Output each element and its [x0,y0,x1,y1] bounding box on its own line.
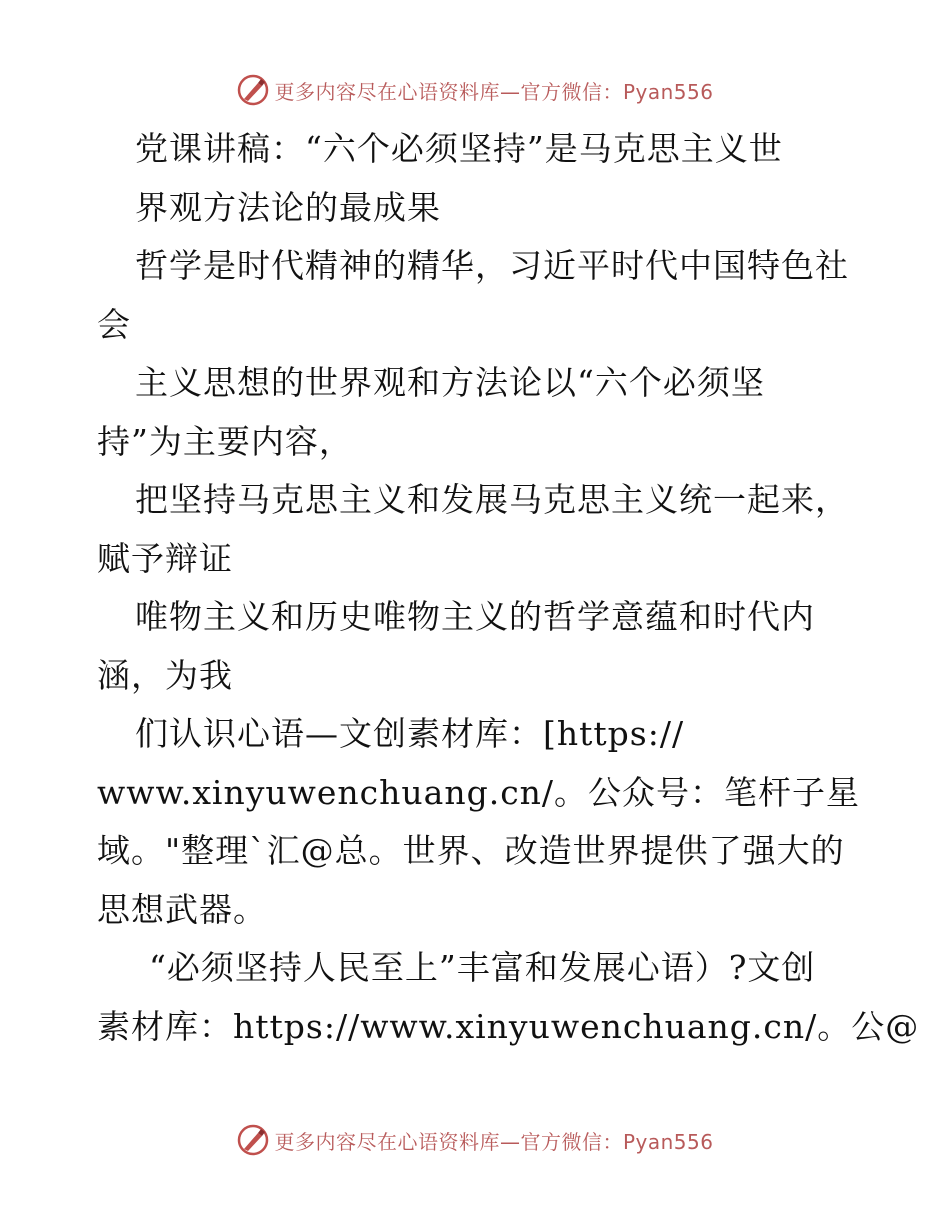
document-body [97,120,920,1056]
text-line: 思想武器。 [97,889,267,929]
text-line: 主义思想的世界观和方法论以“六个必须坚 [135,363,765,402]
pen-logo-icon [236,1123,270,1157]
text-line: www.xinyuwenchuang.cn/。公众号：笔杆子星 [97,772,861,812]
header-watermark-text: 更多内容尽在心语资料库—官方微信：Pyan556 [274,79,714,104]
text-line: 界观方法论的最成果 [135,187,441,227]
footer-watermark-banner [0,1120,950,1160]
text-line: 把坚持马克思主义和发展马克思主义统一起来， [135,480,849,519]
text-line: “必须坚持人民至上”丰富和发展心语）?文创 [149,948,816,987]
header-watermark-banner [0,70,950,110]
text-line: 域。"整理`汇@总。世界、改造世界提供了强大的 [97,831,845,870]
text-line: 涵，为我 [97,655,233,695]
text-line: 素材库：https://www.xinyuwenchuang.cn/。公@ [97,1006,920,1046]
text-line: 赋予辩证 [97,538,233,578]
footer-watermark-text: 更多内容尽在心语资料库—官方微信：Pyan556 [274,1129,714,1154]
text-line: 哲学是时代精神的精华，习近平时代中国特色社 [135,246,849,285]
pen-logo-icon [236,73,270,107]
text-line: 唯物主义和历史唯物主义的哲学意蕴和时代内 [135,597,815,636]
text-line: 持”为主要内容， [97,421,353,461]
text-line: 们认识心语—文创素材库：[https:// [135,714,685,753]
text-line: 党课讲稿：“六个必须坚持”是马克思主义世 [135,129,783,168]
text-line: 会 [97,304,131,344]
